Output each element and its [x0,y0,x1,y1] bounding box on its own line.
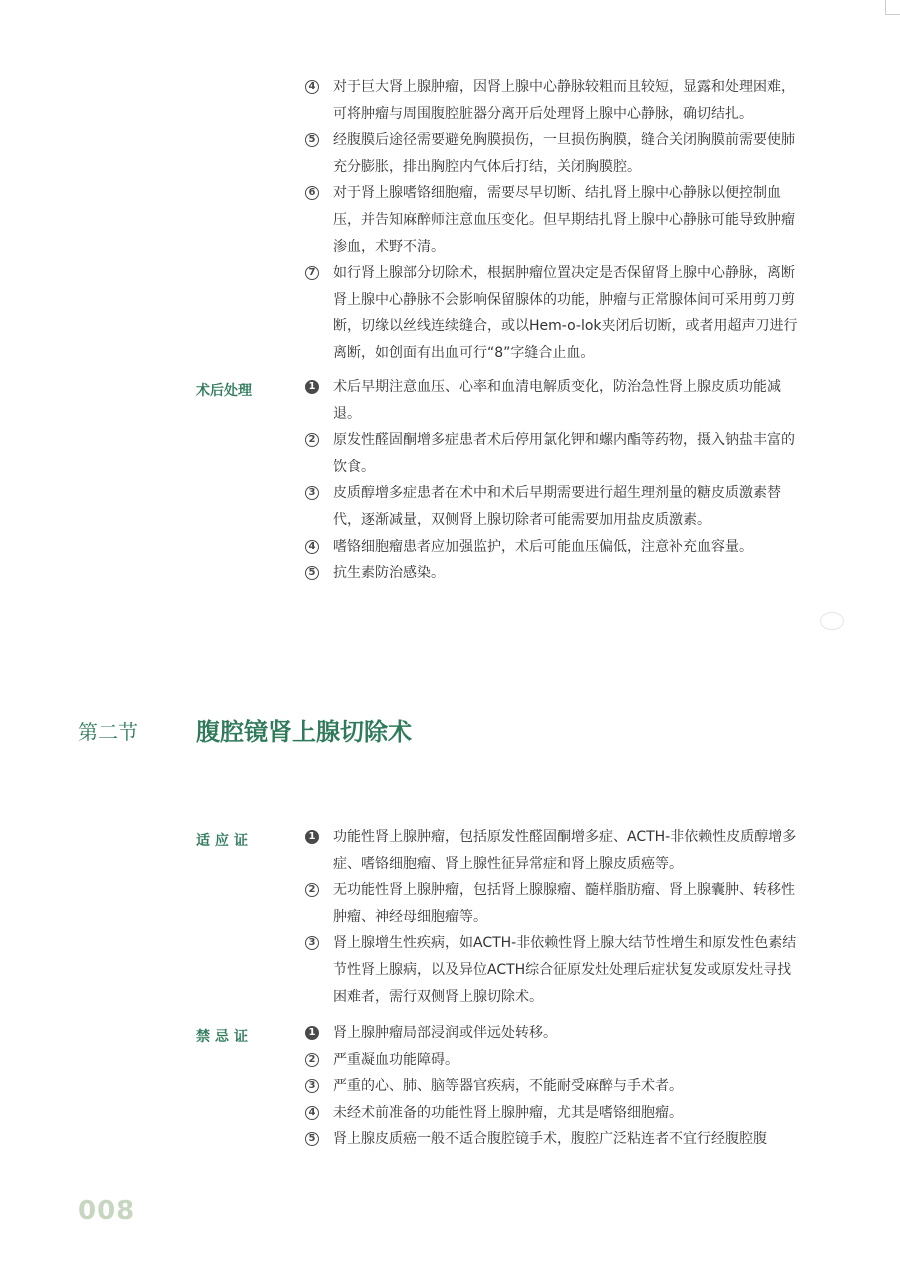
circled-number-icon: 2 [305,883,319,897]
item-text: 如行肾上腺部分切除术，根据肿瘤位置决定是否保留肾上腺中心静脉，离断肾上腺中心静脉不会影响保留腺体的功能，肿瘤与正常腺体间可采用剪刀剪断，切缘以丝线连续缝合，或以Hem-o-lok夹闭后切断，或者用超声刀进行离断，如创面有出血可行“8”字缝合止血。 [333,265,798,361]
list-item [305,374,805,427]
circled-number-icon: 1 [305,380,319,394]
list-item [305,824,805,877]
circled-number-icon: 5 [305,566,319,580]
item-text: 对于肾上腺嗜铬细胞瘤，需要尽早切断、结扎肾上腺中心静脉以便控制血压，并告知麻醉师注意血压变化。但早期结扎肾上腺中心静脉可能导致肿瘤渗血，术野不清。 [333,185,795,255]
list-item [305,180,805,260]
list-item [305,534,805,561]
item-text: 肾上腺皮质癌一般不适合腹腔镜手术，腹腔广泛粘连者不宜行经腹腔腹 [333,1131,767,1148]
item-text: 严重凝血功能障碍。 [333,1051,459,1068]
list-item [305,1020,805,1047]
circled-number-icon: 7 [305,266,319,280]
list-item [305,1126,805,1153]
list-item [305,480,805,533]
circled-number-icon: 4 [305,80,319,94]
item-text: 无功能性肾上腺肿瘤，包括肾上腺腺瘤、髓样脂肪瘤、肾上腺囊肿、转移性肿瘤、神经母细胞瘤等。 [333,882,795,925]
circled-number-icon: 3 [305,936,319,950]
circled-number-icon: 3 [305,1079,319,1093]
item-text: 未经术前准备的功能性肾上腺肿瘤，尤其是嗜铬细胞瘤。 [333,1104,683,1121]
section-title: 腹腔镜肾上腺切除术 [196,718,412,746]
item-text: 抗生素防治感染。 [333,565,445,582]
contraindications-list [305,1020,805,1153]
item-text: 严重的心、肺、脑等器官疾病，不能耐受麻醉与手术者。 [333,1078,683,1095]
circled-number-icon: 3 [305,486,319,500]
circled-number-icon: 2 [305,1053,319,1067]
postop-list [305,374,805,587]
list-item [305,877,805,930]
indications-label: 适应证 [196,833,253,849]
item-text: 肾上腺肿瘤局部浸润或伴远处转移。 [333,1025,557,1041]
circled-number-icon: 6 [305,186,319,200]
item-text: 对于巨大肾上腺肿瘤，因肾上腺中心静脉较粗而且较短，显露和处理困难，可将肿瘤与周围腹腔脏器分离开后处理肾上腺中心静脉，确切结扎。 [333,79,795,122]
list-item [305,1100,805,1127]
circled-number-icon: 4 [305,1106,319,1120]
contraindications-label: 禁忌证 [196,1029,253,1045]
list-item [305,560,805,587]
list-item [305,427,805,480]
crop-corner-mark [885,0,900,15]
list-item [305,930,805,1010]
continued-surgical-notes [305,74,805,367]
circled-number-icon: 4 [305,540,319,554]
watermark-logo-icon [820,612,844,630]
item-text: 嗜铬细胞瘤患者应加强监护，术后可能血压偏低，注意补充血容量。 [333,538,753,555]
page-number: 008 [78,1196,136,1226]
list-item [305,74,805,127]
item-text: 皮质醇增多症患者在术中和术后早期需要进行超生理剂量的糖皮质激素替代，逐渐减量，双侧肾上腺切除者可能需要加用盐皮质激素。 [333,485,781,528]
postop-label: 术后处理 [196,383,252,399]
list-item [305,127,805,180]
circled-number-icon: 2 [305,433,319,447]
item-text: 术后早期注意血压、心率和血清电解质变化，防治急性肾上腺皮质功能减退。 [333,379,781,422]
circled-number-icon: 1 [305,830,319,844]
list-item [305,1047,805,1074]
section-number: 第二节 [78,720,138,744]
item-text: 原发性醛固酮增多症患者术后停用氯化钾和螺内酯等药物，摄入钠盐丰富的饮食。 [333,432,795,475]
indications-list [305,824,805,1010]
item-text: 经腹膜后途径需要避免胸膜损伤，一旦损伤胸膜，缝合关闭胸膜前需要使肺充分膨胀，排出胸腔内气体后打结，关闭胸膜腔。 [333,132,795,175]
circled-number-icon: 5 [305,133,319,147]
list-item [305,1073,805,1100]
circled-number-icon: 1 [305,1026,319,1040]
item-text: 肾上腺增生性疾病，如ACTH-非依赖性肾上腺大结节性增生和原发性色素结节性肾上腺病，以及异位ACTH综合征原发灶处理后症状复发或原发灶寻找困难者，需行双侧肾上腺切除术。 [333,935,797,1005]
circled-number-icon: 5 [305,1132,319,1146]
list-item [305,260,805,366]
item-text: 功能性肾上腺肿瘤，包括原发性醛固酮增多症、ACTH-非依赖性皮质醇增多症、嗜铬细胞瘤、肾上腺性征异常症和肾上腺皮质癌等。 [333,829,797,872]
